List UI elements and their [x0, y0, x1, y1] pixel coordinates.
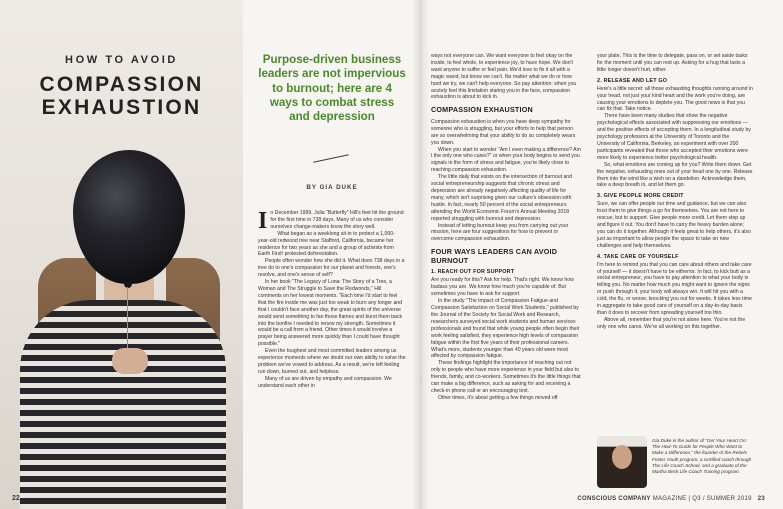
paragraph: Are you ready for this? Ask for help. That's right. We know how badass you are. We know how much you're capable of. But sometimes you have to ask for support.: [431, 277, 574, 298]
paragraph: In her book "The Legacy of Luna: The Story of a Tree, a Woman and The Struggle to Save the Redwoods," Hill comments on her lowest moments. "Each time I'd start to feel that the fire inside me was just too weak to burn any longer and that I couldn't face another day, the great spirits of the universe would send something to fan those flames and burst them back into the bonfire I needed to renew my strength. Sometimes it would be a call from a friend. Other times it would involve a prayer being answered more quickly than I could have thought possible.": [258, 279, 403, 348]
paragraph: your plate. This is the time to delegate, pass on, or set aside tasks for the moment until you can rest up. Asking for a hug that lasts a little longer doesn't hurt, either.: [597, 53, 748, 73]
subheading: 3. GIVE PEOPLE MORE CREDIT: [597, 193, 684, 200]
paragraph: Here's a little secret: all those exhausting thoughts running around in your head, not just your kind heart and the work you're doing, are causing your emotions to deplete you. The good news is that you can fix that. Take notice.: [597, 85, 753, 113]
paragraph: Above all, remember that you're not alone here. You're not the only one who cares. We're all working on this together.: [597, 316, 746, 330]
title-kicker: HOW TO AVOID: [65, 54, 178, 66]
paragraph: In the study "The Impact of Compassion Fatigue and Compassion Satisfaction on Social Work Students," published by the Journal of the Society for Social Work and Research, researchers surveyed social work students and human services professionals and found that while young people often begin their work feeling satisfied, they experience high levels of compassion fatigue within the first five years of their professional careers. What's more, students younger than 40 years old were most affected by compassion fatigue.: [431, 298, 580, 360]
author-photo: [597, 436, 647, 488]
author-bio-text: Gia Duke is the author of "Get Your Heart On: The How-To Guide for People Who Want to Make a Difference," the founder of the Rebels Foster Youth program, a certified coach through The Life Coach School, and a graduate of the Martha Beck Life Coach Training program.: [652, 438, 752, 475]
striped-shirt: [20, 300, 226, 509]
title-line-1: COMPASSION: [39, 73, 204, 96]
paragraph: [258, 208, 406, 234]
hand: [112, 348, 148, 374]
subheading: 2. RELEASE AND LET GO: [597, 77, 668, 84]
paragraph: There have been many studies that show the negative psychological effects associated with suppressing our emotions — and the positive effects of accepting them. In a longitudinal study by psychology professors at the University of Toronto and the University of California, Berkeley, an experiment with over 200 participants revealed that those who accepted their emotions were more likely to experience better psychological health.: [597, 113, 751, 161]
paragraph: I'm here to remind you that you can care about others and take care of yourself — it doesn't have to be either/or. In fact, to kick butt as a social entrepreneur, you have to pay attention to what your body is telling you. No matter how much you might want to ignore the signs or push through it, your body will always win. It will hit you with a cold, the flu, or worse, knocking you out for weeks. It takes less time in aggregate to take good care of yourself on a day-to-day basis than it does to recover from spreading yourself too thin.: [597, 261, 752, 316]
paragraph: ways not everyone can. We want everyone to feel okay on the inside, to feel whole, to experience joy, to have hope. We don't want anyone to suffer or feel pain. We'd love to fix it all with a magic wand, but know we can't. No matter what we do or how hard we try, we can't help everyone. So pay attention: when you acutely feel this limitation staring you in the face, compassion exhaustion is about to kick in.: [431, 53, 577, 101]
magazine-name: CONSCIOUS COMPANY: [577, 496, 651, 502]
footer-right: [577, 496, 765, 502]
drop-cap: I: [258, 208, 268, 234]
paragraph-text: n December 1999, Julia "Butterfly" Hill's feet hit the ground for the first time in 738 days. Many of us who consider ourselves change-makers know the story well.: [270, 210, 404, 230]
paragraph: Other times, it's about getting a few things moved off: [438, 394, 558, 401]
magazine-suffix: MAGAZINE: [652, 496, 687, 502]
paragraph: These findings highlight the importance of reaching out not only to people who have more experience in your field but also to friends, family, and co-workers. Sometimes it's the little things that can make a big difference, such as asking for and receiving a check-in phone call or an encouraging text.: [431, 360, 581, 394]
paragraph: Sure, we can offer people our time and guidance, but we can also trust them to give things a go for themselves. You are not here to rescue, but to support. Give people more credit. Let them step up and figure it out. You don't have to carry the heavy burden alone; you can do it together. Although it feels great to help others, it's also just as important to allow people the space to take on new challenges and help themselves.: [597, 201, 751, 249]
footer-divider: |: [688, 496, 693, 502]
paragraph: Many of us are driven by empathy and compassion. We understand each other in: [258, 375, 392, 389]
section-heading: COMPASSION EXHAUSTION: [431, 105, 533, 115]
paragraph: Even the toughest and most committed leaders among us experience moments where we doubt our own ability to solve the problem we've vowed to address. As a result, we're left feeling run down, burned out, and helpless.: [258, 348, 406, 375]
paragraph: Compassion exhaustion is when you have deep sympathy for someone who is struggling, but your efforts to help that person are so overwhelming that your ability to do so completely wears you down.: [431, 118, 576, 146]
paragraph: What began as a weeklong sit-in to protect a 1,000-year-old redwood tree near Stafford, California, became her residence for two years as she and a group of activists from Earth First! protested deforestation.: [258, 230, 395, 258]
paragraph: The little daily that exists on the intersection of burnout and social entrepreneurship suggests that chronic stress and depression are already negatively affecting quality of life for many, which isn't surprising given our culture's obsession with hustle. In fact, nearly 50 percent of the social entrepreneurs attending the World Economic Forum's Annual Meeting 2018 reported struggling with burnout and depression.: [431, 174, 573, 222]
author-bio: [597, 436, 753, 490]
cover-photo: [0, 0, 243, 509]
balloon-string: [127, 287, 128, 357]
subheading: 4. TAKE CARE OF YOURSELF: [597, 253, 679, 260]
article-column-2: [431, 53, 581, 402]
article-column-3: [597, 53, 753, 331]
issue-date: Q3 / SUMMER 2019: [692, 496, 752, 502]
paragraph: Instead of letting burnout keep you from carrying out your mission, here are four suggestions for how to prevent or overcome compassion exhaustion.: [431, 222, 569, 243]
author-face: [612, 445, 632, 469]
byline: BY GIA DUKE: [306, 184, 358, 191]
black-balloon: [73, 150, 185, 284]
page-number-right: 23: [757, 496, 765, 502]
title-line-2: EXHAUSTION: [41, 96, 202, 119]
section-heading: FOUR WAYS LEADERS CAN AVOID BURNOUT: [431, 247, 558, 265]
decorative-rule: [313, 154, 348, 162]
article-title: [0, 73, 243, 119]
paragraph: People often wonder how she did it. What does 738 days in a tree do to one's compassion for our planet and forests, one's resolve, and one's sense of self?: [258, 258, 405, 279]
page-number-left: 22: [12, 495, 20, 502]
paragraph: So, what emotions are coming up for you? Write them down. Get the negative, exhausting ones out of your head one by one. Release them into the wind like a wish on a dandelion. Acknowledge them, take a deep breath in, and let them go.: [597, 161, 753, 189]
deck-subtitle: Purpose-driven business leaders are not impervious to burnout; here are 4 ways to combat stress and depression: [258, 53, 406, 124]
page-gutter: [412, 0, 430, 509]
subheading: 1. REACH OUT FOR SUPPORT: [431, 269, 515, 276]
paragraph: When you start to wonder "Am I even making a difference? Am I the only one who cares?" or when your body begins to send you signals in the form of stress and fatigue, you're likely close to reaching compassion exhaustion.: [431, 146, 581, 174]
article-column-1: [258, 210, 406, 390]
